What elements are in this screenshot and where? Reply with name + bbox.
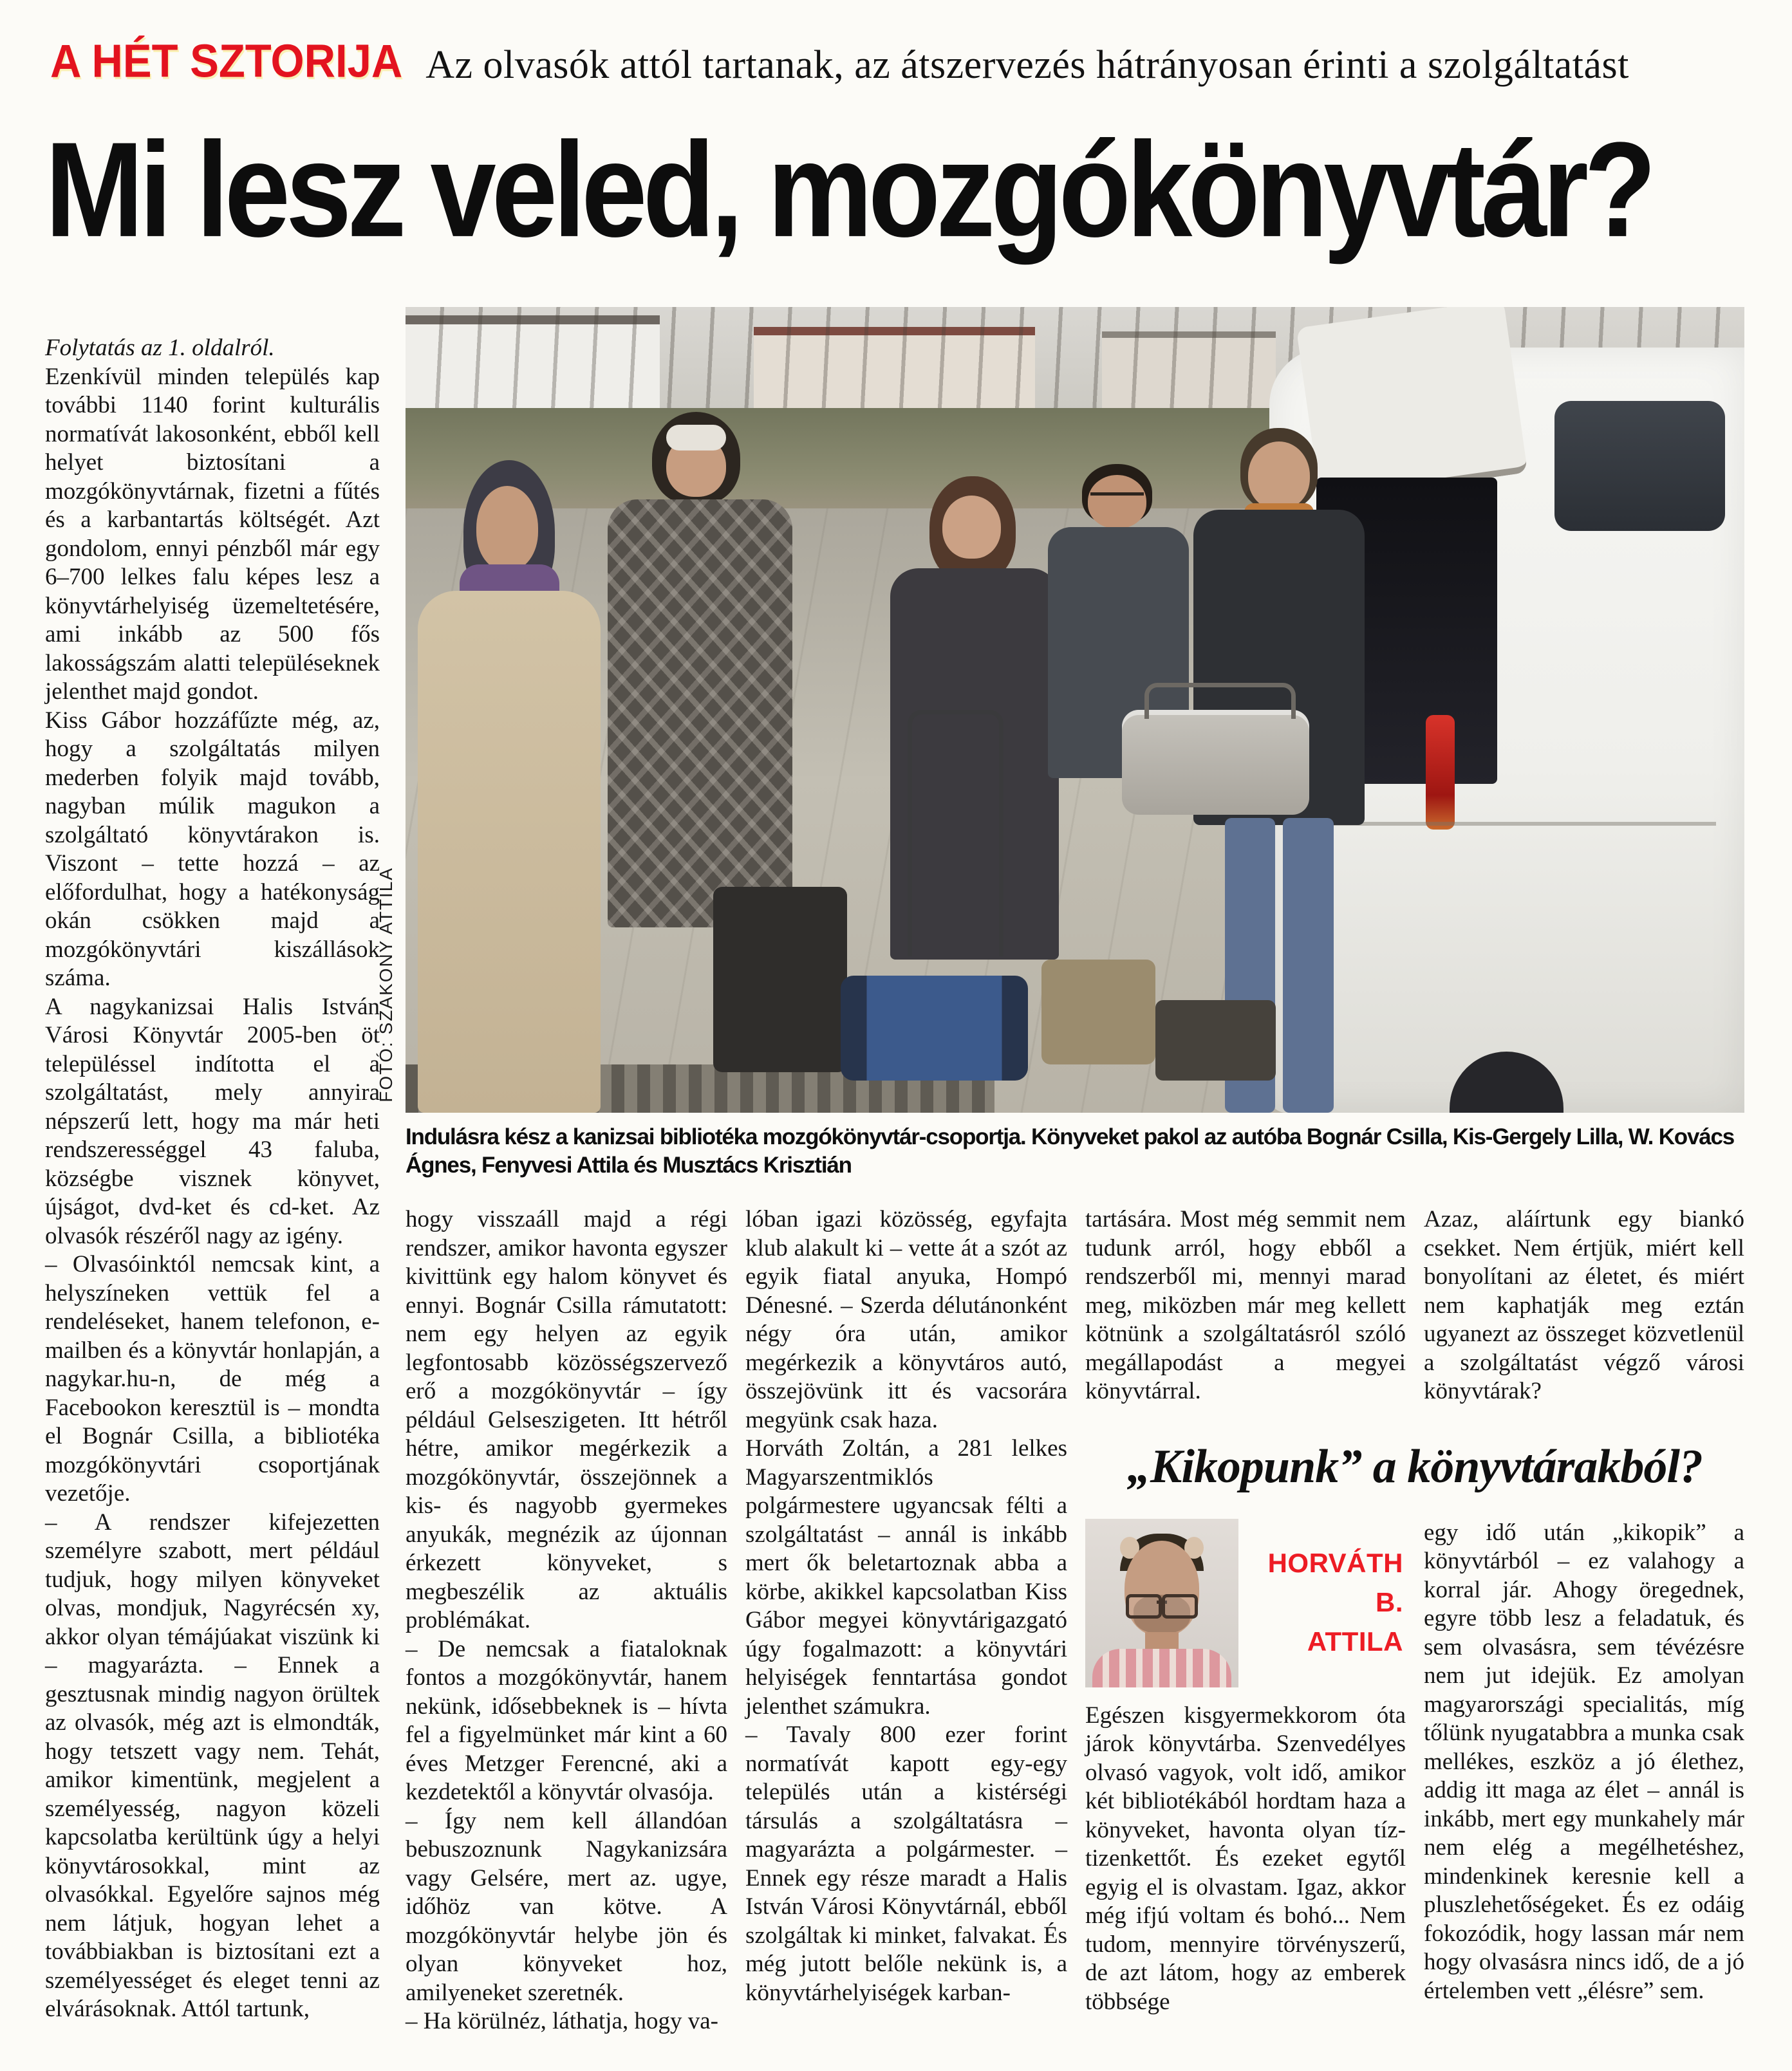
article-column-5 <box>1424 1205 1744 1406</box>
paragraph: Kiss Gábor hozzáfűzte még, az, hogy a szolgáltatás milyen mederben folyik majd tovább, nagyban múlik magukon a szolgáltató könyvtárakon is. Viszont – tette hozzá – az előfordulhat, hogy a hatékonyság okán csökken majd a mozgókönyvtári kiszállások száma. <box>45 707 380 991</box>
photo-bag-silver <box>1122 710 1309 815</box>
sidebar-top-columns <box>1085 1205 1744 1406</box>
van-wheel <box>1450 1052 1563 1113</box>
headline: Mi lesz veled, mozgókönyvtár? <box>45 113 1652 265</box>
kicker-label: A HÉT SZTORIJA <box>50 35 403 88</box>
sidebar-group <box>1085 1205 1744 2036</box>
article-column-4 <box>1085 1205 1406 1406</box>
photo-figure <box>376 307 1744 1113</box>
photo-person-beige-coat <box>406 460 613 1113</box>
portrait-face <box>1125 1541 1199 1636</box>
article-column-1 <box>45 307 380 2036</box>
author-block <box>1085 1519 1406 1687</box>
paragraph: A nagykanizsai Halis István Városi Könyvtár 2005-ben öt településsel indította el a szolgáltatást, mely annyira népszerű lett, hogy ma már heti rendszerességgel 43 faluba, községbe visznek könyvet, újságot, dvd-ket és cd-ket. Az olvasók részéről nagy az igény. <box>45 993 380 1249</box>
paragraph: lóban igazi közösség, egyfajta klub alakult ki – vette át a szót az egyik fiatal anyuka, Hompó Dénesné. – Szerda délutánonként négy óra után, amikor megérkezik a könyvtáros autó, összejövünk itt és vacsorára megyünk csak haza. <box>745 1206 1067 1433</box>
photo-luggage-trolley <box>908 710 1003 956</box>
portrait-shirt <box>1092 1649 1231 1687</box>
author-name-line: HORVÁTH B. <box>1267 1548 1403 1618</box>
paragraph: – Tavaly 800 ezer forint normatívát kapott egy-egy település után a kistérségi társulás a szolgáltatásra – magyarázta a polgármester. – Ennek egy része maradt a Halis István Városi Könyvtárnál, ebből szolgáltak ki minket, falvakat. És még jutott belőle nekünk is, a könyvtárhelyiségek karban- <box>745 1722 1067 2006</box>
van-window <box>1554 401 1726 531</box>
photo-bag-tan <box>1041 960 1155 1064</box>
photo-bag-blue <box>841 976 1028 1081</box>
article-body <box>45 307 1744 2036</box>
article-column-3 <box>745 1205 1067 2036</box>
paragraph: Ezenkívül minden település kap további 1140 forint kulturális normatívát lakosonként, ebből kell helyet biztosítani a mozgókönyvtárnak, fizetni a fűtés és a karbantartás költségét. Azt gondolom, ennyi pénzből már egy 6–700 lelkes falu képes lesz a könyvtárhelyiség üzemeltetésére, ami inkább az 500 fős lakosságszám alatti településeknek jelenthet majd gondot. <box>45 363 380 705</box>
paragraph: – Így nem kell állandóan bebuszoznunk Nagykanizsára vagy Gelsére, mert az. ugye, időhöz van kötve. A mozgókönyvtár helybe jön és olyan könyveket hoz, amilyeneket szeretnék. <box>406 1807 727 2006</box>
paragraph: Egészen kisgyermekkorom óta járok könyvtárba. Szenvedélyes olvasó vagyok, volt idő, amikor két bibliotékából hordtam haza a könyveket, havonta olyan tíz-tizenkettőt. És ezeket egytől egyig el is olvastam. Igaz, akkor még ifjú voltam és bohó... Nem tudom, mennyire törvényszerű, de azt látom, hogy az emberek többsége <box>1085 1702 1406 2015</box>
kicker-row <box>50 35 1744 88</box>
continuation-note: Folytatás az 1. oldalról. <box>45 335 275 361</box>
sidebar-column-right <box>1424 1519 1744 2017</box>
paragraph: – Ha körülnéz, láthatja, hogy va- <box>406 2008 718 2034</box>
paragraph: egy idő után „kikopik” a könyvtárból – ez valahogy a korral jár. Ahogy öregednek, egyre több lesz a feladatuk, és sem olvasásra, sem tévézésre nem jut idejük. Ez amolyan magyarországi specialitás, míg tőlünk nyugatabbra a munka csak mellékes, eszköz a jó élethez, addig itt maga az élet – annál is inkább, mert egy munkahely már nem elég a megélhetéshez, mindenkinek keresnie kell a pluszlehetőségeket. És ez odáig fokozódik, hogy lassan már nem hogy olvasásra nincs idő, de a jó értelemben vett „élésre” sem. <box>1424 1519 1744 2004</box>
article-photo <box>406 307 1744 1113</box>
paragraph: hogy visszaáll majd a régi rendszer, amikor havonta egyszer kivittünk egy halom könyvet és ennyi. Bognár Csilla rámutatott: nem egy helyen az egyik legfontosabb közösségszervező erő a mozgókönyvtár – így például Gelseszigeten. Itt hétről hétre, amikor megérkezik a mozgókönyvtár, összejönnek a kis- és nagyobb gyermekes anyukák, megnézik az újonnan érkezett könyveket, s megbeszélik az aktuális problémákat. <box>406 1206 727 1633</box>
photo-bag-dark <box>713 887 847 1072</box>
sidebar-body <box>1085 1519 1744 2017</box>
author-name <box>1255 1519 1406 1687</box>
article-column-2 <box>406 1205 727 2036</box>
paragraph: tartására. Most még semmit nem tudunk arról, hogy ebből a rendszerből mi, mennyi marad meg, miközben már meg kellett kötnünk a szolgáltatásról szóló megállapodást a megyei könyvtárral. <box>1085 1206 1406 1404</box>
article-right-side <box>376 307 1744 2036</box>
photo-credit: FOTÓ: SZAKONY ATTILA <box>376 867 396 1102</box>
photo-bag-grey <box>1155 1000 1276 1081</box>
van-taillight <box>1426 715 1454 830</box>
paragraph: – De nemcsak a fiataloknak fontos a mozgókönyvtár, hanem nekünk, idősebbeknek is – hívta fel a figyelmünket már kint a 60 éves Metzger Ferencné, aki a kezdetektől a könyvtár olvasója. <box>406 1635 727 1805</box>
paragraph: – Olvasóinktól nemcsak kint, a helyszíneken vettük fel a rendeléseket, hanem telefonon, e-mailben és a könyvtár honlapján, a nagykar.hu-n, de még a Facebookon keresztül is – mondta el Bognár Csilla, a bibliotéka mozgókönyvtári csoportjának vezetője. <box>45 1251 380 1507</box>
portrait-glasses <box>1122 1594 1202 1613</box>
paragraph: Horváth Zoltán, a 281 lelkes Magyarszentmiklós polgármestere ugyancsak félti a szolgáltatást – annál is inkább mert ők beletartoznak abba a körbe, akikkel kapcsolatban Kiss Gábor megyei könyvtárigazgató úgy fogalmazott: a könyvtári helyiségek fenntartása gondot jelenthet számukra. <box>745 1435 1067 1720</box>
kicker-subtitle: Az olvasók attól tartanak, az átszervezés hátrányosan érinti a szolgáltatást <box>425 43 1629 87</box>
paragraph: – A rendszer kifejezetten személyre szabott, mert például tudjuk, hogy milyen könyveket olvas, mondjuk, Nagyrécsén xy, akkor olyan témájúakat viszünk ki – magyarázta. – Ennek a gesztusnak mindig nagyon örültek az olvasók, még azt is elmondták, hogy tetszett vagy nem. Tehát, amikor kimentünk, megjelent a személyesség, nagyon közeli kapcsolatba kerültünk úgy a helyi könyvtárosokkal, mint az olvasókkal. Egyelőre sajnos még nem látjuk, hogyan lehet a továbbiakban is biztosítani ezt a személyességet és eleget tenni az elvárásoknak. Attól tartunk, <box>45 1509 380 2022</box>
sidebar-headline: „Kikopunk” a könyvtárakból? <box>1127 1440 1703 1493</box>
paragraph: Azaz, aláírtunk egy biankó csekket. Nem értjük, miért kell bonyolítani az életet, és miért nem kaphatják meg eztán ugyanezt az összeget közvetlenül a szolgáltatást végző városi könyvtárak? <box>1424 1206 1744 1404</box>
photo-person-plaid-coat <box>600 412 801 927</box>
bottom-columns <box>406 1205 1744 2036</box>
sidebar-column-left <box>1085 1519 1406 2017</box>
photo-caption: Indulásra kész a kanizsai bibliotéka mozgókönyvtár-csoportja. Könyveket pakol az autóba Bognár Csilla, Kis-Gergely Lilla, W. Kovács Ágnes, Fenyvesi Attila és Musztács Krisztián <box>406 1124 1735 1178</box>
author-name-line: ATTILA <box>1307 1626 1403 1657</box>
author-portrait <box>1085 1519 1238 1687</box>
